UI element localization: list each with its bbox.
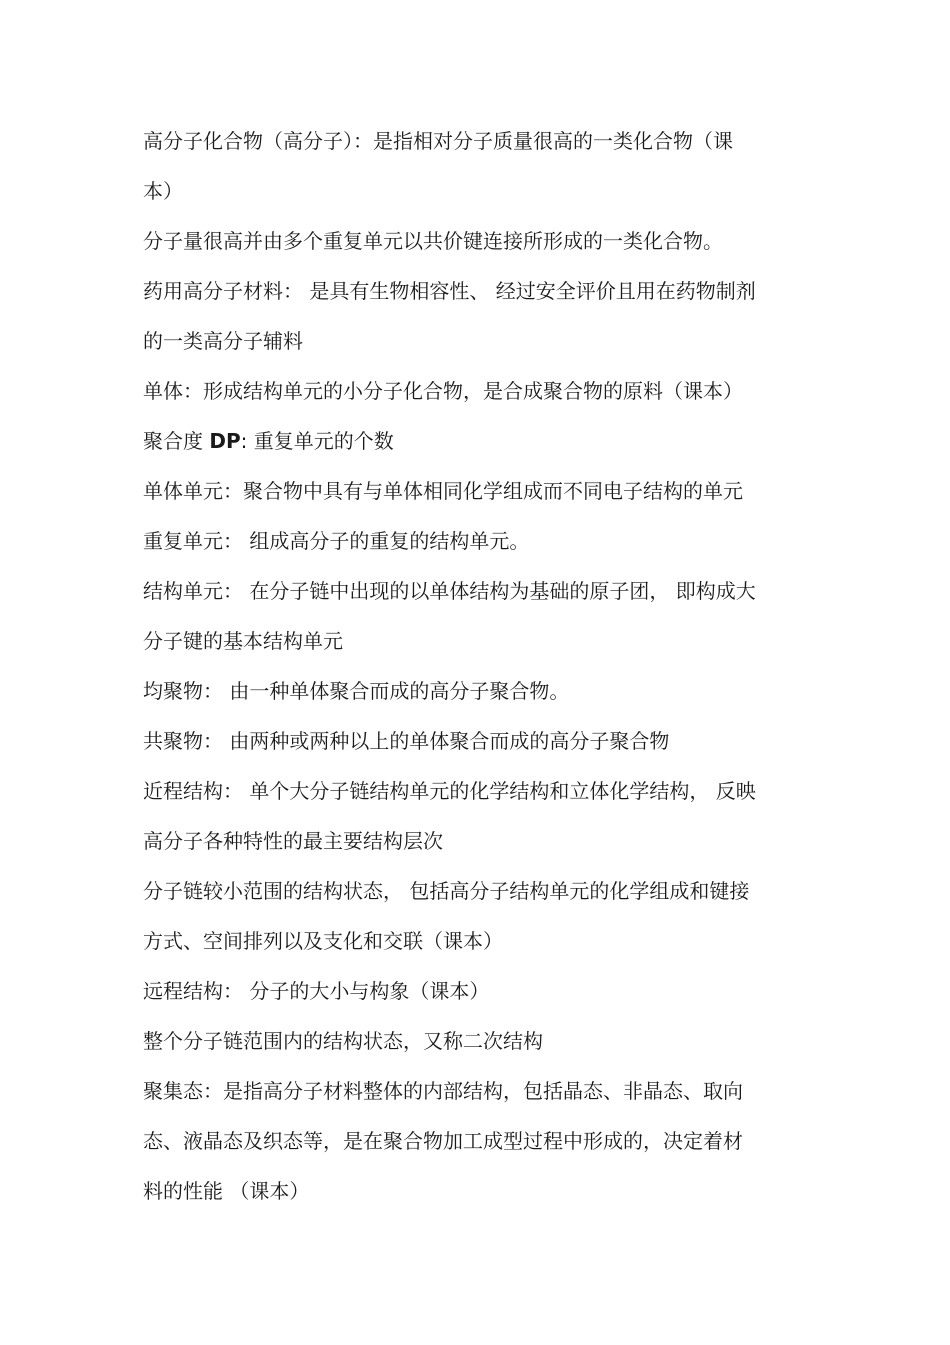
text-line: 高分子化合物（高分子）：是指相对分子质量很高的一类化合物（课 (143, 129, 733, 153)
text-line: 单体：形成结构单元的小分子化合物，是合成聚合物的原料（课本） (143, 379, 743, 403)
text-line: 均聚物： 由一种单体聚合而成的高分子聚合物。 (143, 679, 570, 703)
text-line: 分子量很高并由多个重复单元以共价键连接所形成的一类化合物。 (143, 229, 723, 253)
text-line: 整个分子链范围内的结构状态，又称二次结构 (143, 1029, 543, 1053)
text-line: 本） (143, 179, 183, 203)
text-line: 分子链较小范围的结构状态， 包括高分子结构单元的化学组成和键接 (143, 879, 750, 903)
text-line: 聚集态：是指高分子材料整体的内部结构，包括晶态、非晶态、取向 (143, 1079, 743, 1103)
text-line: 高分子各种特性的最主要结构层次 (143, 829, 443, 853)
text-line: 态、液晶态及织态等，是在聚合物加工成型过程中形成的，决定着材 (143, 1129, 743, 1153)
dp-prefix: 聚合度 (143, 429, 210, 453)
text-line: 的一类高分子辅料 (143, 329, 303, 353)
dp-suffix: : 重复单元的个数 (240, 429, 394, 453)
text-line: 近程结构： 单个大分子链结构单元的化学结构和立体化学结构， 反映 (143, 779, 756, 803)
text-line: 分子键的基本结构单元 (143, 629, 343, 653)
text-line: 单体单元：聚合物中具有与单体相同化学组成而不同电子结构的单元 (143, 479, 743, 503)
text-line: 方式、空间排列以及支化和交联（课本） (143, 929, 503, 953)
text-line: 共聚物： 由两种或两种以上的单体聚合而成的高分子聚合物 (143, 729, 670, 753)
text-line: 料的性能 （课本） (143, 1179, 310, 1203)
dp-abbreviation: DP (209, 429, 241, 453)
text-line: 远程结构： 分子的大小与构象（课本） (143, 979, 490, 1003)
text-line: 药用高分子材料： 是具有生物相容性、 经过安全评价且用在药物制剂 (143, 279, 756, 303)
text-line: 结构单元： 在分子链中出现的以单体结构为基础的原子团， 即构成大 (143, 579, 756, 603)
text-line: 重复单元： 组成高分子的重复的结构单元。 (143, 529, 530, 553)
dp-definition-line (143, 428, 394, 454)
